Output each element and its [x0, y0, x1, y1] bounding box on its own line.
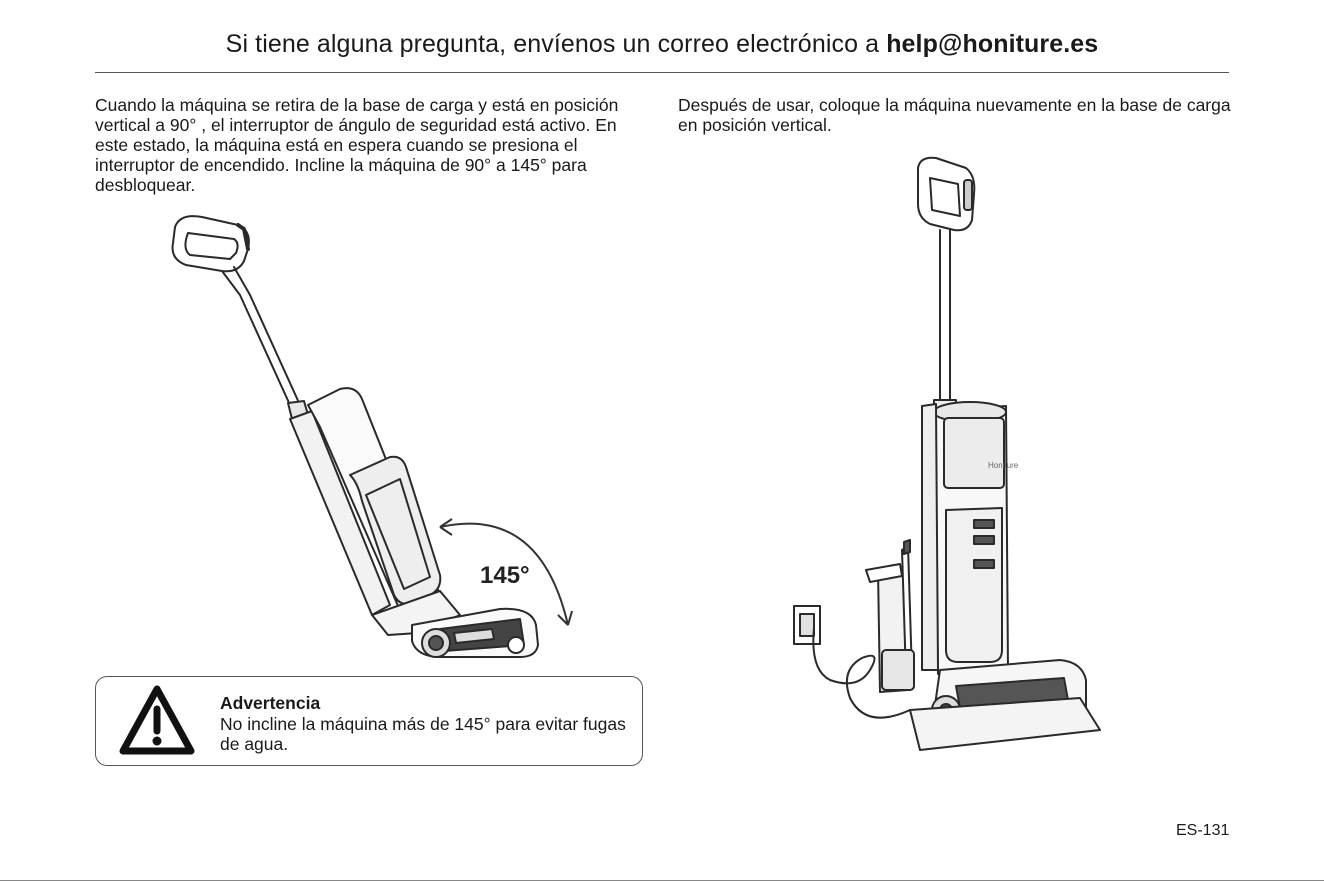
- page-number: ES-131: [1176, 822, 1230, 839]
- warning-triangle-icon: [118, 683, 196, 759]
- header-divider: [95, 72, 1229, 73]
- header-text: Si tiene alguna pregunta, envíenos un correo electrónico a: [225, 30, 887, 58]
- bottom-divider: [0, 880, 1324, 881]
- warning-callout: [95, 676, 643, 766]
- angle-label: 145°: [480, 562, 530, 589]
- page-header: [95, 30, 1229, 59]
- docked-vacuum-illustration: [770, 150, 1110, 800]
- warning-title: Advertencia: [220, 693, 321, 713]
- support-email[interactable]: help@honiture.es: [886, 30, 1099, 58]
- unlock-instructions: Cuando la máquina se retira de la base de carga y está en posición vertical a 90° , el interruptor de ángulo de seguridad está activo. En este estado, la máquina está en espera cuando se presiona el interruptor de encendido. Incline la máquina de 90° a 145° para desbloquear.: [95, 95, 619, 195]
- tilted-vacuum-illustration: [140, 205, 610, 665]
- docking-instructions: Después de usar, coloque la máquina nuevamente en la base de carga en posición vertical.: [678, 95, 1231, 135]
- svg-text:Honiture: Honiture: [988, 461, 1019, 470]
- warning-message: No incline la máquina más de 145° para evitar fugas de agua.: [220, 714, 626, 754]
